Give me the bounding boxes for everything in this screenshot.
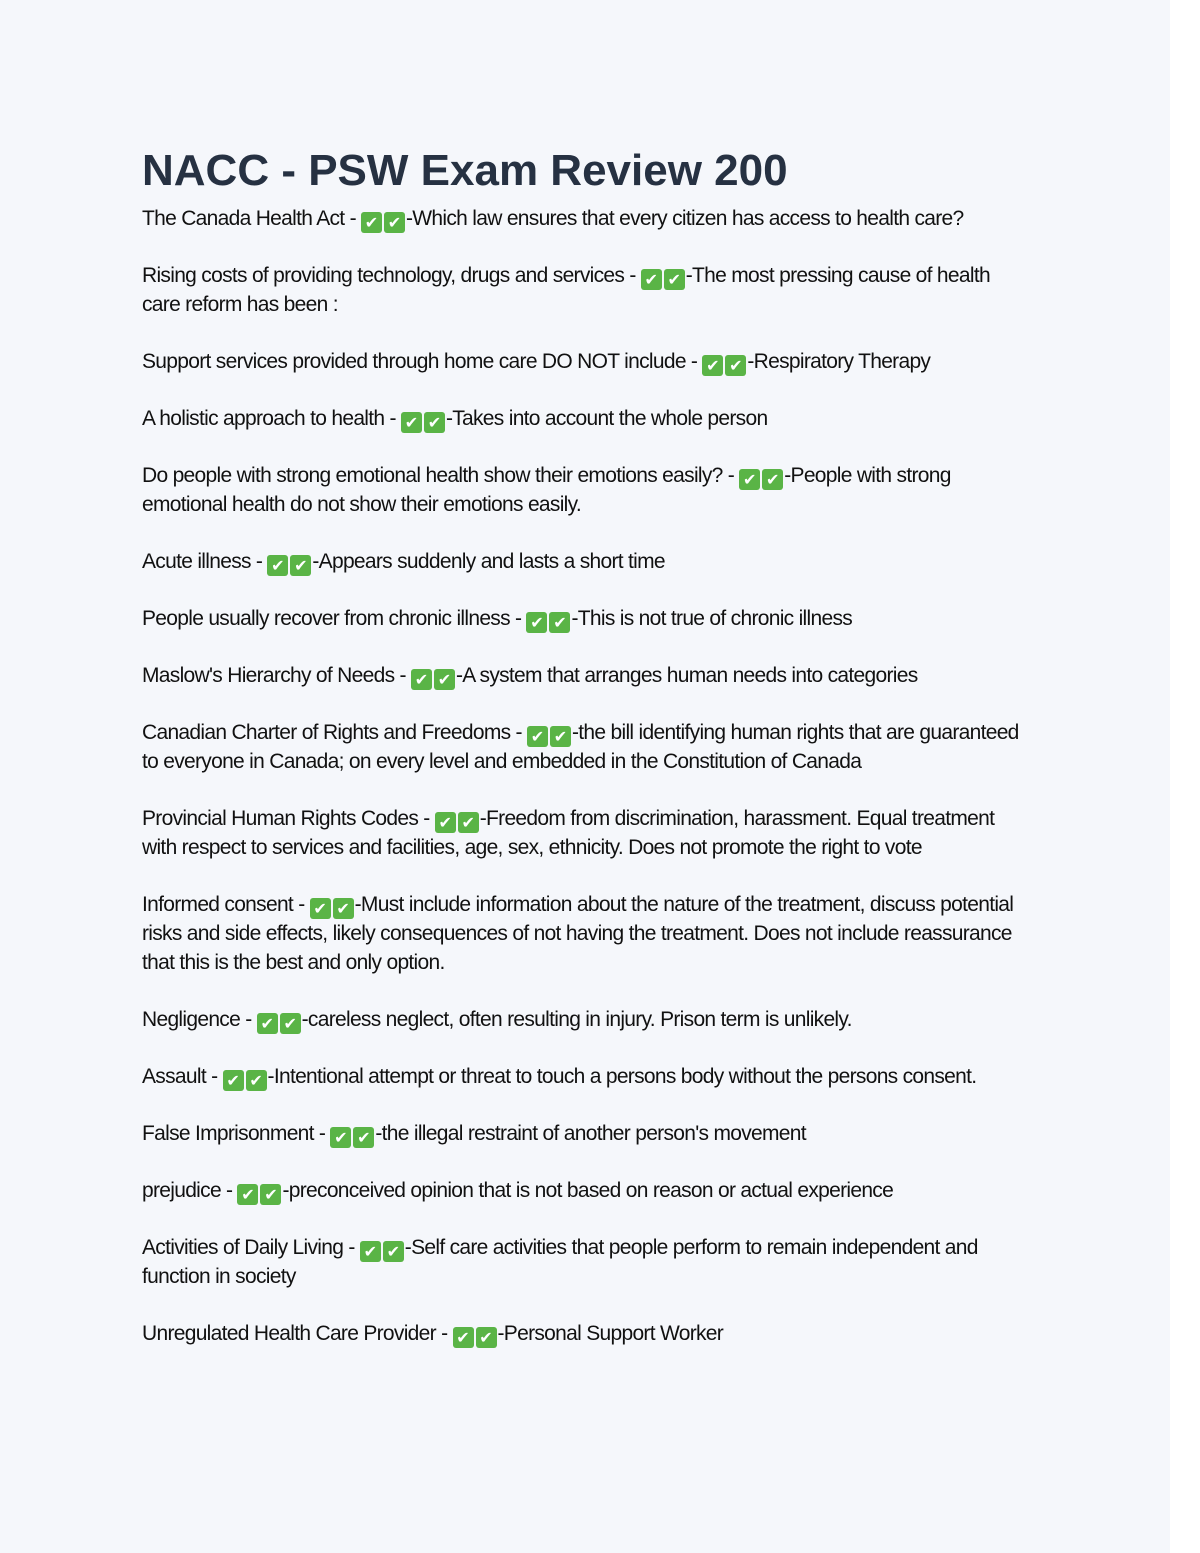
green-checkmark-icon: ✔ bbox=[725, 355, 746, 376]
qa-entry bbox=[142, 804, 1032, 862]
entry-term: Acute illness - bbox=[142, 550, 268, 573]
entry-list bbox=[142, 204, 1032, 1348]
green-checkmark-icon: ✔ bbox=[353, 1127, 374, 1148]
document-content bbox=[142, 146, 1032, 1376]
green-checkmark-icon: ✔ bbox=[384, 212, 405, 233]
green-checkmark-icon: ✔ bbox=[383, 1241, 404, 1262]
green-checkmark-icon: ✔ bbox=[310, 898, 331, 919]
green-checkmark-icon: ✔ bbox=[702, 355, 723, 376]
green-checkmark-icon: ✔ bbox=[290, 555, 311, 576]
entry-term: Informed consent - bbox=[142, 893, 310, 916]
entry-definition: -Intentional attempt or threat to touch a persons body without the persons consent. bbox=[267, 1065, 977, 1088]
entry-term: Unregulated Health Care Provider - bbox=[142, 1322, 453, 1345]
entry-term: The Canada Health Act - bbox=[142, 207, 361, 230]
green-checkmark-icon: ✔ bbox=[550, 726, 571, 747]
green-checkmark-icon: ✔ bbox=[361, 212, 382, 233]
qa-entry bbox=[142, 404, 1032, 433]
entry-definition: -Freedom from discrimination, harassment. Equal treatment with respect to services and facilities, age, sex, ethnicity. Does not promote the right to vote bbox=[142, 807, 995, 859]
entry-term: Canadian Charter of Rights and Freedoms - bbox=[142, 721, 527, 744]
green-checkmark-icon: ✔ bbox=[739, 469, 760, 490]
entry-definition: -Which law ensures that every citizen has access to health care? bbox=[406, 207, 964, 230]
green-checkmark-icon: ✔ bbox=[257, 1013, 278, 1034]
entry-term: Support services provided through home care DO NOT include - bbox=[142, 350, 703, 373]
qa-entry bbox=[142, 1005, 1032, 1034]
green-checkmark-icon: ✔ bbox=[458, 812, 479, 833]
qa-entry bbox=[142, 604, 1032, 633]
qa-entry bbox=[142, 718, 1032, 776]
green-checkmark-icon: ✔ bbox=[526, 612, 547, 633]
entry-term: False Imprisonment - bbox=[142, 1122, 331, 1145]
green-checkmark-icon: ✔ bbox=[549, 612, 570, 633]
entry-term: prejudice - bbox=[142, 1179, 238, 1202]
entry-definition: -the bill identifying human rights that are guaranteed to everyone in Canada; on every level and embedded in the Constitution of Canada bbox=[142, 721, 1019, 773]
entry-definition: -This is not true of chronic illness bbox=[571, 607, 853, 630]
qa-entry bbox=[142, 1062, 1032, 1091]
entry-term: Rising costs of providing technology, drugs and services - bbox=[142, 264, 641, 287]
green-checkmark-icon: ✔ bbox=[223, 1070, 244, 1091]
green-checkmark-icon: ✔ bbox=[246, 1070, 267, 1091]
entry-term: A holistic approach to health - bbox=[142, 407, 401, 430]
entry-definition: -Self care activities that people perform to remain independent and function in society bbox=[142, 1236, 978, 1288]
qa-entry bbox=[142, 547, 1032, 576]
green-checkmark-icon: ✔ bbox=[453, 1327, 474, 1348]
entry-definition: -Personal Support Worker bbox=[497, 1322, 724, 1345]
entry-term: Assault - bbox=[142, 1065, 223, 1088]
green-checkmark-icon: ✔ bbox=[664, 269, 685, 290]
entry-definition: -the illegal restraint of another person's movement bbox=[375, 1122, 806, 1145]
green-checkmark-icon: ✔ bbox=[401, 412, 422, 433]
green-checkmark-icon: ✔ bbox=[476, 1327, 497, 1348]
green-checkmark-icon: ✔ bbox=[237, 1184, 258, 1205]
entry-definition: -Takes into account the whole person bbox=[445, 407, 768, 430]
green-checkmark-icon: ✔ bbox=[260, 1184, 281, 1205]
entry-term: Negligence - bbox=[142, 1008, 257, 1031]
qa-entry bbox=[142, 890, 1032, 977]
entry-term: Provincial Human Rights Codes - bbox=[142, 807, 435, 830]
qa-entry bbox=[142, 1119, 1032, 1148]
entry-definition: -People with strong emotional health do not show their emotions easily. bbox=[142, 464, 951, 516]
qa-entry bbox=[142, 661, 1032, 690]
qa-entry bbox=[142, 204, 1032, 233]
qa-entry bbox=[142, 1319, 1032, 1348]
qa-entry bbox=[142, 1176, 1032, 1205]
entry-term: Do people with strong emotional health show their emotions easily? - bbox=[142, 464, 740, 487]
entry-term: Activities of Daily Living - bbox=[142, 1236, 360, 1259]
green-checkmark-icon: ✔ bbox=[280, 1013, 301, 1034]
green-checkmark-icon: ✔ bbox=[333, 898, 354, 919]
green-checkmark-icon: ✔ bbox=[762, 469, 783, 490]
entry-term: Maslow's Hierarchy of Needs - bbox=[142, 664, 411, 687]
document-title: NACC - PSW Exam Review 200 bbox=[142, 146, 788, 195]
entry-definition: -The most pressing cause of health care reform has been : bbox=[142, 264, 990, 316]
entry-definition: -Respiratory Therapy bbox=[747, 350, 931, 373]
green-checkmark-icon: ✔ bbox=[330, 1127, 351, 1148]
green-checkmark-icon: ✔ bbox=[360, 1241, 381, 1262]
entry-definition: -preconceived opinion that is not based on reason or actual experience bbox=[282, 1179, 894, 1202]
qa-entry bbox=[142, 261, 1032, 319]
entry-definition: -Appears suddenly and lasts a short time bbox=[312, 550, 665, 573]
green-checkmark-icon: ✔ bbox=[434, 669, 455, 690]
green-checkmark-icon: ✔ bbox=[267, 555, 288, 576]
entry-term: People usually recover from chronic illness - bbox=[142, 607, 527, 630]
green-checkmark-icon: ✔ bbox=[424, 412, 445, 433]
green-checkmark-icon: ✔ bbox=[411, 669, 432, 690]
green-checkmark-icon: ✔ bbox=[641, 269, 662, 290]
green-checkmark-icon: ✔ bbox=[527, 726, 548, 747]
green-checkmark-icon: ✔ bbox=[435, 812, 456, 833]
entry-definition: -A system that arranges human needs into categories bbox=[455, 664, 918, 687]
qa-entry bbox=[142, 461, 1032, 519]
qa-entry bbox=[142, 1233, 1032, 1291]
entry-definition: -Must include information about the nature of the treatment, discuss potential risks and side effects, likely consequences of not having the treatment. Does not include reassurance that this is the best and only option. bbox=[142, 893, 1014, 974]
entry-definition: -careless neglect, often resulting in injury. Prison term is unlikely. bbox=[301, 1008, 852, 1031]
qa-entry bbox=[142, 347, 1032, 376]
